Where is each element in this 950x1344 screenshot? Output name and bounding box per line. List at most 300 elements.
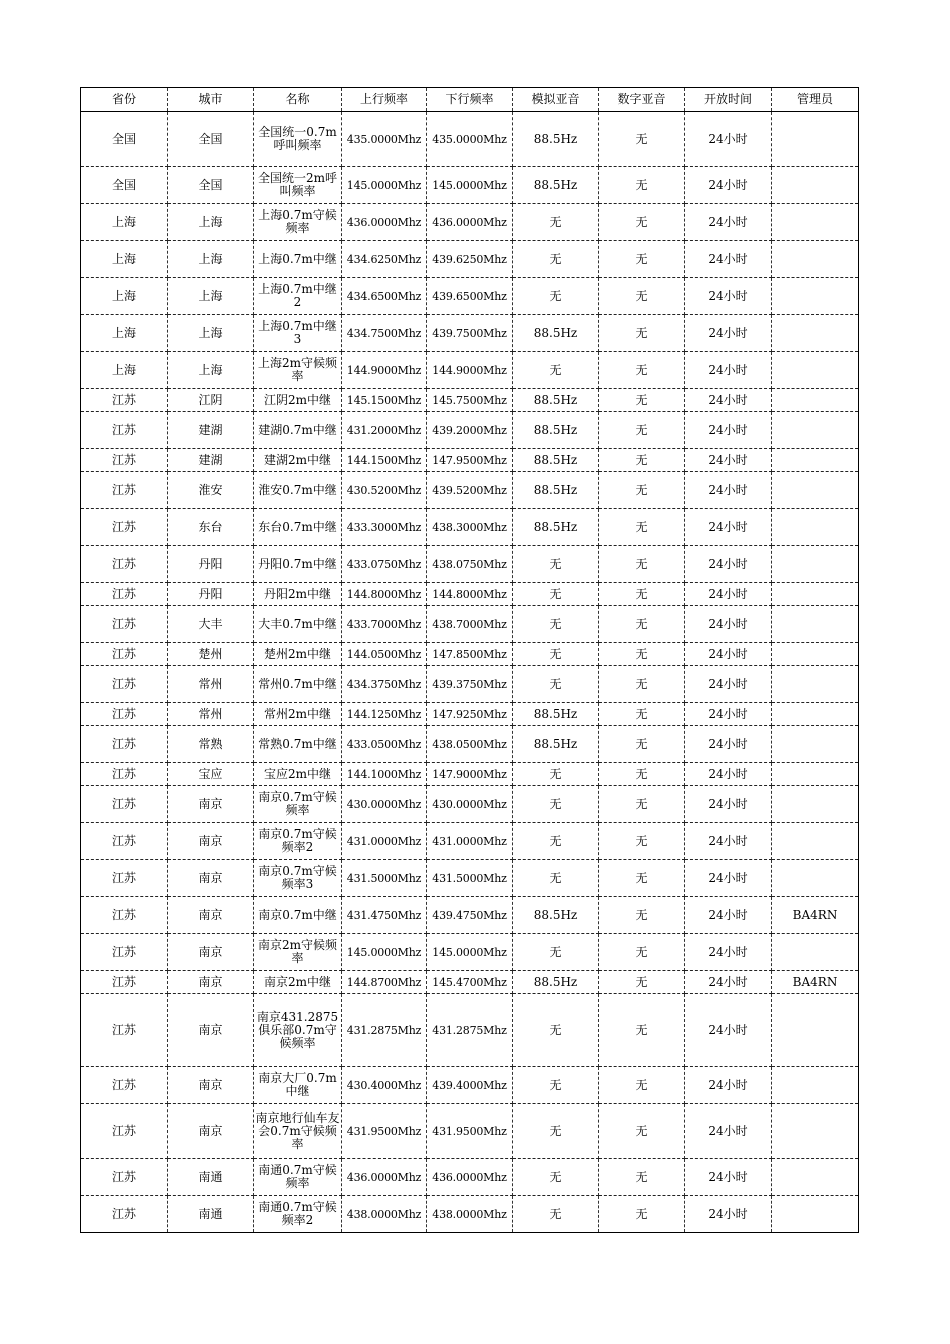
cell-uplink: 435.0000Mhz — [342, 112, 427, 167]
cell-open-hours: 24小时 — [685, 666, 772, 703]
cell-downlink: 436.0000Mhz — [427, 204, 513, 241]
cell-analog-tone: 无 — [513, 204, 599, 241]
cell-admin — [772, 315, 859, 352]
cell-admin — [772, 643, 859, 666]
cell-province: 全国 — [81, 167, 168, 204]
cell-uplink: 434.3750Mhz — [342, 666, 427, 703]
cell-analog-tone: 88.5Hz — [513, 472, 599, 509]
cell-name: 南京地行仙车友会0.7m守候频率 — [254, 1104, 342, 1159]
cell-city: 南通 — [168, 1159, 254, 1196]
cell-digital-tone: 无 — [599, 726, 685, 763]
cell-analog-tone: 88.5Hz — [513, 509, 599, 546]
cell-analog-tone: 88.5Hz — [513, 703, 599, 726]
cell-digital-tone: 无 — [599, 546, 685, 583]
cell-uplink: 438.0000Mhz — [342, 1196, 427, 1233]
cell-province: 江苏 — [81, 643, 168, 666]
cell-province: 上海 — [81, 352, 168, 389]
cell-name: 全国统一2m呼叫频率 — [254, 167, 342, 204]
cell-downlink: 145.0000Mhz — [427, 167, 513, 204]
cell-uplink: 144.0500Mhz — [342, 643, 427, 666]
cell-city: 常熟 — [168, 726, 254, 763]
cell-uplink: 431.2875Mhz — [342, 994, 427, 1067]
cell-analog-tone: 88.5Hz — [513, 315, 599, 352]
cell-city: 南通 — [168, 1196, 254, 1233]
cell-digital-tone: 无 — [599, 167, 685, 204]
cell-admin — [772, 412, 859, 449]
cell-open-hours: 24小时 — [685, 412, 772, 449]
cell-name: 全国统一0.7m呼叫频率 — [254, 112, 342, 167]
header-province: 省份 — [81, 88, 168, 112]
header-downlink: 下行频率 — [427, 88, 513, 112]
cell-open-hours: 24小时 — [685, 786, 772, 823]
cell-admin — [772, 726, 859, 763]
table-row — [81, 241, 859, 278]
cell-open-hours: 24小时 — [685, 860, 772, 897]
table-row — [81, 412, 859, 449]
cell-open-hours: 24小时 — [685, 994, 772, 1067]
table-row — [81, 897, 859, 934]
table-row — [81, 763, 859, 786]
cell-uplink: 436.0000Mhz — [342, 1159, 427, 1196]
table-row — [81, 860, 859, 897]
cell-city: 全国 — [168, 112, 254, 167]
cell-city: 南京 — [168, 1067, 254, 1104]
cell-admin — [772, 241, 859, 278]
cell-city: 上海 — [168, 241, 254, 278]
cell-province: 江苏 — [81, 546, 168, 583]
cell-analog-tone: 88.5Hz — [513, 167, 599, 204]
cell-city: 南京 — [168, 1104, 254, 1159]
cell-city: 上海 — [168, 204, 254, 241]
cell-city: 南京 — [168, 897, 254, 934]
table-row — [81, 971, 859, 994]
table-row — [81, 606, 859, 643]
cell-admin — [772, 606, 859, 643]
cell-downlink: 439.6500Mhz — [427, 278, 513, 315]
cell-city: 上海 — [168, 315, 254, 352]
header-open-hours: 开放时间 — [685, 88, 772, 112]
cell-province: 江苏 — [81, 1067, 168, 1104]
cell-downlink: 435.0000Mhz — [427, 112, 513, 167]
cell-admin — [772, 449, 859, 472]
cell-analog-tone: 88.5Hz — [513, 897, 599, 934]
cell-name: 建湖0.7m中继 — [254, 412, 342, 449]
cell-name: 南京2m中继 — [254, 971, 342, 994]
cell-downlink: 438.7000Mhz — [427, 606, 513, 643]
table-row — [81, 1067, 859, 1104]
cell-province: 江苏 — [81, 703, 168, 726]
cell-province: 江苏 — [81, 1196, 168, 1233]
cell-digital-tone: 无 — [599, 278, 685, 315]
cell-open-hours: 24小时 — [685, 546, 772, 583]
cell-uplink: 430.4000Mhz — [342, 1067, 427, 1104]
table-row — [81, 726, 859, 763]
cell-digital-tone: 无 — [599, 971, 685, 994]
cell-downlink: 431.0000Mhz — [427, 823, 513, 860]
cell-province: 江苏 — [81, 583, 168, 606]
cell-name: 楚州2m中继 — [254, 643, 342, 666]
cell-city: 上海 — [168, 352, 254, 389]
cell-city: 丹阳 — [168, 546, 254, 583]
cell-uplink: 433.0750Mhz — [342, 546, 427, 583]
cell-open-hours: 24小时 — [685, 112, 772, 167]
cell-city: 宝应 — [168, 763, 254, 786]
cell-uplink: 434.6250Mhz — [342, 241, 427, 278]
cell-analog-tone: 无 — [513, 763, 599, 786]
header-city: 城市 — [168, 88, 254, 112]
cell-uplink: 431.4750Mhz — [342, 897, 427, 934]
cell-name: 宝应2m中继 — [254, 763, 342, 786]
cell-city: 上海 — [168, 278, 254, 315]
cell-open-hours: 24小时 — [685, 204, 772, 241]
cell-downlink: 430.0000Mhz — [427, 786, 513, 823]
cell-downlink: 438.0750Mhz — [427, 546, 513, 583]
cell-name: 东台0.7m中继 — [254, 509, 342, 546]
cell-analog-tone: 无 — [513, 786, 599, 823]
cell-city: 常州 — [168, 666, 254, 703]
cell-admin — [772, 546, 859, 583]
cell-admin — [772, 389, 859, 412]
cell-downlink: 438.0000Mhz — [427, 1196, 513, 1233]
cell-admin — [772, 823, 859, 860]
cell-admin — [772, 112, 859, 167]
cell-admin: BA4RN — [772, 897, 859, 934]
cell-city: 南京 — [168, 994, 254, 1067]
cell-name: 丹阳2m中继 — [254, 583, 342, 606]
table-row — [81, 823, 859, 860]
table-row — [81, 509, 859, 546]
cell-city: 全国 — [168, 167, 254, 204]
cell-downlink: 431.5000Mhz — [427, 860, 513, 897]
cell-admin: BA4RN — [772, 971, 859, 994]
cell-city: 南京 — [168, 860, 254, 897]
cell-downlink: 431.2875Mhz — [427, 994, 513, 1067]
table-row — [81, 703, 859, 726]
cell-uplink: 145.0000Mhz — [342, 934, 427, 971]
cell-admin — [772, 167, 859, 204]
cell-digital-tone: 无 — [599, 583, 685, 606]
cell-analog-tone: 88.5Hz — [513, 112, 599, 167]
table-row — [81, 786, 859, 823]
cell-digital-tone: 无 — [599, 389, 685, 412]
cell-downlink: 438.0500Mhz — [427, 726, 513, 763]
cell-admin — [772, 472, 859, 509]
cell-digital-tone: 无 — [599, 666, 685, 703]
cell-open-hours: 24小时 — [685, 583, 772, 606]
cell-downlink: 439.3750Mhz — [427, 666, 513, 703]
cell-name: 淮安0.7m中继 — [254, 472, 342, 509]
cell-digital-tone: 无 — [599, 897, 685, 934]
cell-uplink: 433.3000Mhz — [342, 509, 427, 546]
cell-open-hours: 24小时 — [685, 1067, 772, 1104]
cell-uplink: 434.7500Mhz — [342, 315, 427, 352]
cell-admin — [772, 509, 859, 546]
cell-digital-tone: 无 — [599, 112, 685, 167]
cell-province: 江苏 — [81, 509, 168, 546]
cell-open-hours: 24小时 — [685, 1104, 772, 1159]
cell-name: 建湖2m中继 — [254, 449, 342, 472]
table-row — [81, 1159, 859, 1196]
cell-name: 常州2m中继 — [254, 703, 342, 726]
cell-downlink: 147.9250Mhz — [427, 703, 513, 726]
repeater-frequency-table — [80, 87, 859, 1233]
cell-name: 常州0.7m中继 — [254, 666, 342, 703]
cell-uplink: 144.9000Mhz — [342, 352, 427, 389]
cell-analog-tone: 无 — [513, 860, 599, 897]
cell-digital-tone: 无 — [599, 860, 685, 897]
table-row — [81, 1196, 859, 1233]
cell-name: 南通0.7m守候频率2 — [254, 1196, 342, 1233]
cell-uplink: 144.1500Mhz — [342, 449, 427, 472]
cell-uplink: 144.1250Mhz — [342, 703, 427, 726]
cell-city: 淮安 — [168, 472, 254, 509]
cell-digital-tone: 无 — [599, 606, 685, 643]
cell-admin — [772, 934, 859, 971]
cell-uplink: 144.8700Mhz — [342, 971, 427, 994]
cell-province: 江苏 — [81, 994, 168, 1067]
table-row — [81, 1104, 859, 1159]
cell-name: 南京0.7m守候频率 — [254, 786, 342, 823]
cell-digital-tone: 无 — [599, 241, 685, 278]
table-row — [81, 994, 859, 1067]
cell-province: 江苏 — [81, 666, 168, 703]
cell-downlink: 439.7500Mhz — [427, 315, 513, 352]
cell-downlink: 439.6250Mhz — [427, 241, 513, 278]
header-admin: 管理员 — [772, 88, 859, 112]
cell-uplink: 144.1000Mhz — [342, 763, 427, 786]
cell-uplink: 145.1500Mhz — [342, 389, 427, 412]
cell-downlink: 144.8000Mhz — [427, 583, 513, 606]
table-row — [81, 315, 859, 352]
cell-open-hours: 24小时 — [685, 763, 772, 786]
cell-city: 建湖 — [168, 412, 254, 449]
cell-analog-tone: 88.5Hz — [513, 971, 599, 994]
cell-downlink: 439.4750Mhz — [427, 897, 513, 934]
cell-admin — [772, 1196, 859, 1233]
cell-province: 江苏 — [81, 763, 168, 786]
cell-admin — [772, 703, 859, 726]
cell-open-hours: 24小时 — [685, 389, 772, 412]
cell-open-hours: 24小时 — [685, 1196, 772, 1233]
cell-open-hours: 24小时 — [685, 352, 772, 389]
cell-open-hours: 24小时 — [685, 241, 772, 278]
cell-province: 江苏 — [81, 1104, 168, 1159]
cell-open-hours: 24小时 — [685, 703, 772, 726]
cell-province: 上海 — [81, 315, 168, 352]
table-row — [81, 934, 859, 971]
table-row — [81, 167, 859, 204]
cell-digital-tone: 无 — [599, 823, 685, 860]
table-row — [81, 389, 859, 412]
cell-city: 大丰 — [168, 606, 254, 643]
cell-digital-tone: 无 — [599, 412, 685, 449]
cell-uplink: 430.5200Mhz — [342, 472, 427, 509]
cell-open-hours: 24小时 — [685, 971, 772, 994]
cell-uplink: 430.0000Mhz — [342, 786, 427, 823]
cell-admin — [772, 204, 859, 241]
cell-digital-tone: 无 — [599, 449, 685, 472]
cell-digital-tone: 无 — [599, 994, 685, 1067]
cell-downlink: 145.7500Mhz — [427, 389, 513, 412]
cell-province: 江苏 — [81, 472, 168, 509]
cell-city: 南京 — [168, 934, 254, 971]
cell-province: 江苏 — [81, 897, 168, 934]
cell-admin — [772, 1067, 859, 1104]
cell-analog-tone: 无 — [513, 583, 599, 606]
cell-city: 楚州 — [168, 643, 254, 666]
cell-analog-tone: 88.5Hz — [513, 726, 599, 763]
cell-analog-tone: 无 — [513, 934, 599, 971]
cell-city: 丹阳 — [168, 583, 254, 606]
cell-open-hours: 24小时 — [685, 1159, 772, 1196]
cell-city: 江阴 — [168, 389, 254, 412]
cell-digital-tone: 无 — [599, 472, 685, 509]
cell-open-hours: 24小时 — [685, 472, 772, 509]
cell-province: 江苏 — [81, 934, 168, 971]
cell-name: 南通0.7m守候频率 — [254, 1159, 342, 1196]
cell-digital-tone: 无 — [599, 934, 685, 971]
header-row — [81, 88, 859, 112]
cell-name: 上海0.7m守候频率 — [254, 204, 342, 241]
cell-admin — [772, 1159, 859, 1196]
cell-analog-tone: 88.5Hz — [513, 449, 599, 472]
cell-province: 江苏 — [81, 823, 168, 860]
cell-uplink: 436.0000Mhz — [342, 204, 427, 241]
cell-digital-tone: 无 — [599, 204, 685, 241]
table-row — [81, 278, 859, 315]
cell-open-hours: 24小时 — [685, 509, 772, 546]
cell-analog-tone: 无 — [513, 823, 599, 860]
cell-uplink: 433.7000Mhz — [342, 606, 427, 643]
cell-admin — [772, 786, 859, 823]
cell-uplink: 145.0000Mhz — [342, 167, 427, 204]
cell-name: 大丰0.7m中继 — [254, 606, 342, 643]
table-row — [81, 643, 859, 666]
cell-digital-tone: 无 — [599, 1067, 685, 1104]
cell-city: 南京 — [168, 971, 254, 994]
cell-name: 上海2m守候频率 — [254, 352, 342, 389]
cell-province: 全国 — [81, 112, 168, 167]
cell-downlink: 147.9500Mhz — [427, 449, 513, 472]
table-row — [81, 546, 859, 583]
cell-province: 上海 — [81, 241, 168, 278]
cell-admin — [772, 583, 859, 606]
cell-downlink: 144.9000Mhz — [427, 352, 513, 389]
cell-digital-tone: 无 — [599, 703, 685, 726]
cell-digital-tone: 无 — [599, 786, 685, 823]
cell-name: 南京2m守候频率 — [254, 934, 342, 971]
cell-digital-tone: 无 — [599, 315, 685, 352]
cell-analog-tone: 无 — [513, 643, 599, 666]
cell-analog-tone: 无 — [513, 1067, 599, 1104]
cell-admin — [772, 278, 859, 315]
cell-province: 江苏 — [81, 449, 168, 472]
cell-digital-tone: 无 — [599, 352, 685, 389]
cell-open-hours: 24小时 — [685, 643, 772, 666]
cell-analog-tone: 无 — [513, 546, 599, 583]
cell-analog-tone: 无 — [513, 1196, 599, 1233]
cell-analog-tone: 无 — [513, 666, 599, 703]
cell-uplink: 434.6500Mhz — [342, 278, 427, 315]
cell-province: 江苏 — [81, 726, 168, 763]
cell-province: 上海 — [81, 204, 168, 241]
header-name: 名称 — [254, 88, 342, 112]
cell-province: 江苏 — [81, 860, 168, 897]
cell-name: 南京0.7m守候频率2 — [254, 823, 342, 860]
cell-analog-tone: 无 — [513, 1104, 599, 1159]
cell-province: 江苏 — [81, 606, 168, 643]
cell-downlink: 145.4700Mhz — [427, 971, 513, 994]
cell-name: 南京0.7m守候频率3 — [254, 860, 342, 897]
cell-uplink: 431.5000Mhz — [342, 860, 427, 897]
cell-province: 江苏 — [81, 412, 168, 449]
cell-downlink: 439.2000Mhz — [427, 412, 513, 449]
cell-open-hours: 24小时 — [685, 726, 772, 763]
cell-downlink: 439.4000Mhz — [427, 1067, 513, 1104]
cell-name: 上海0.7m中继 — [254, 241, 342, 278]
cell-analog-tone: 无 — [513, 606, 599, 643]
cell-digital-tone: 无 — [599, 643, 685, 666]
cell-name: 上海0.7m中继3 — [254, 315, 342, 352]
cell-analog-tone: 无 — [513, 352, 599, 389]
table-row — [81, 666, 859, 703]
cell-analog-tone: 无 — [513, 278, 599, 315]
header-digital-tone: 数字亚音 — [599, 88, 685, 112]
cell-admin — [772, 860, 859, 897]
cell-digital-tone: 无 — [599, 1196, 685, 1233]
cell-name: 上海0.7m中继2 — [254, 278, 342, 315]
cell-open-hours: 24小时 — [685, 449, 772, 472]
cell-open-hours: 24小时 — [685, 823, 772, 860]
header-uplink: 上行频率 — [342, 88, 427, 112]
cell-admin — [772, 352, 859, 389]
cell-downlink: 439.5200Mhz — [427, 472, 513, 509]
cell-analog-tone: 无 — [513, 994, 599, 1067]
cell-name: 南京431.2875俱乐部0.7m守候频率 — [254, 994, 342, 1067]
table-row — [81, 583, 859, 606]
cell-uplink: 431.9500Mhz — [342, 1104, 427, 1159]
cell-city: 南京 — [168, 823, 254, 860]
cell-name: 常熟0.7m中继 — [254, 726, 342, 763]
cell-downlink: 147.8500Mhz — [427, 643, 513, 666]
cell-city: 东台 — [168, 509, 254, 546]
cell-city: 常州 — [168, 703, 254, 726]
table-row — [81, 352, 859, 389]
cell-open-hours: 24小时 — [685, 167, 772, 204]
table-row — [81, 112, 859, 167]
cell-analog-tone: 无 — [513, 1159, 599, 1196]
cell-city: 建湖 — [168, 449, 254, 472]
cell-uplink: 144.8000Mhz — [342, 583, 427, 606]
cell-downlink: 438.3000Mhz — [427, 509, 513, 546]
cell-admin — [772, 1104, 859, 1159]
cell-digital-tone: 无 — [599, 1159, 685, 1196]
table-row — [81, 204, 859, 241]
cell-name: 丹阳0.7m中继 — [254, 546, 342, 583]
cell-admin — [772, 994, 859, 1067]
cell-admin — [772, 666, 859, 703]
cell-uplink: 431.0000Mhz — [342, 823, 427, 860]
table-row — [81, 472, 859, 509]
cell-downlink: 431.9500Mhz — [427, 1104, 513, 1159]
cell-downlink: 145.0000Mhz — [427, 934, 513, 971]
cell-digital-tone: 无 — [599, 1104, 685, 1159]
cell-province: 江苏 — [81, 971, 168, 994]
cell-analog-tone: 88.5Hz — [513, 412, 599, 449]
cell-open-hours: 24小时 — [685, 606, 772, 643]
cell-name: 南京大厂0.7m中继 — [254, 1067, 342, 1104]
cell-admin — [772, 763, 859, 786]
